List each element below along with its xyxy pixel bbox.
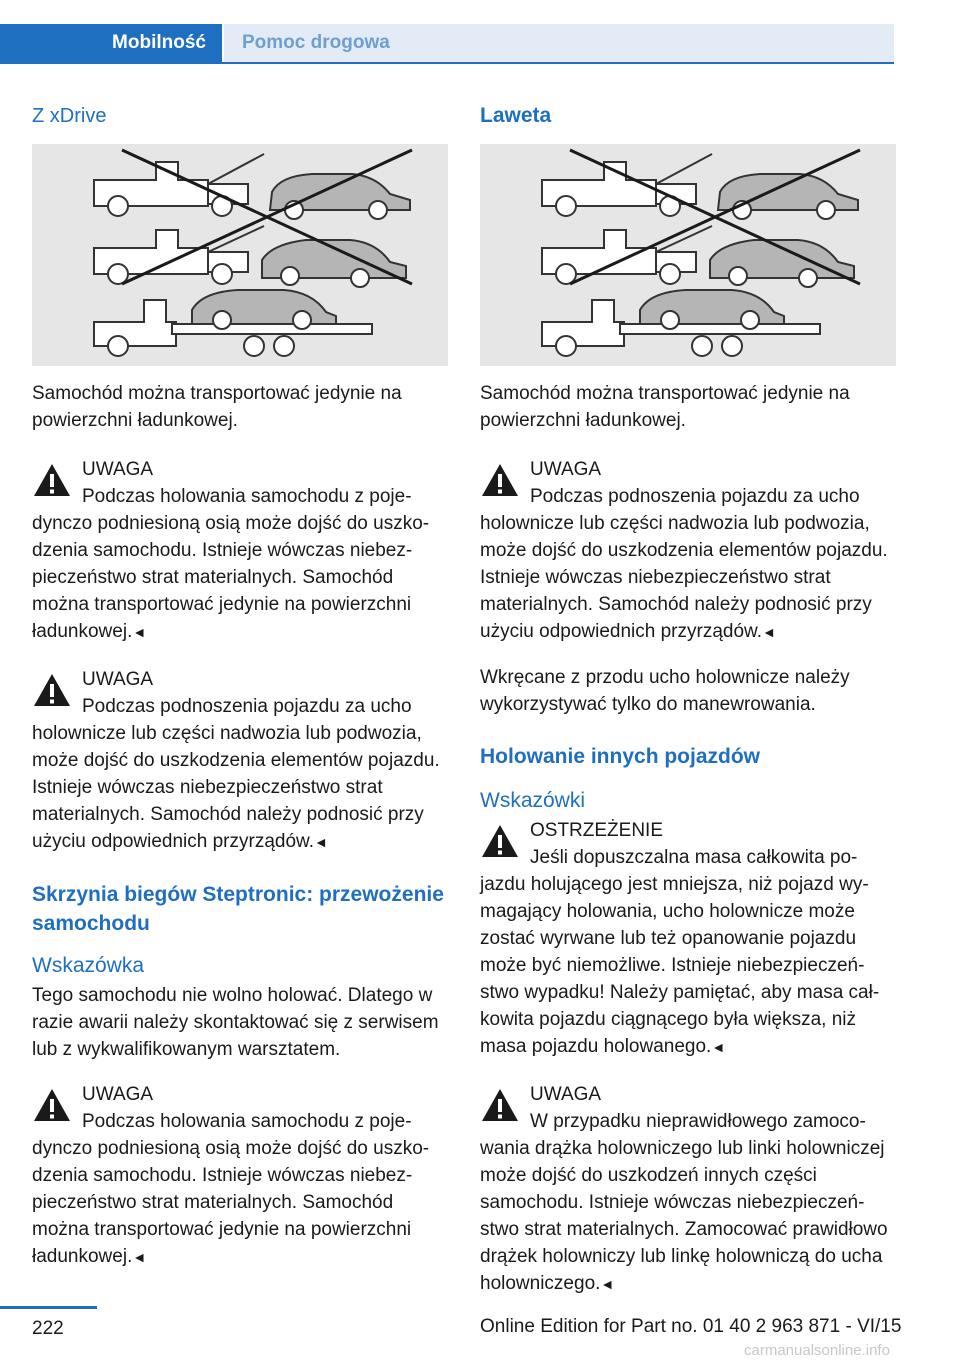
warning-block bbox=[480, 456, 896, 646]
warning-block bbox=[32, 1081, 448, 1271]
warning-text-first: Podczas holowania samochodu z poje- bbox=[82, 1111, 412, 1132]
heading-xdrive: Z xDrive bbox=[32, 105, 107, 127]
heading-steptronic: Skrzynia biegów Steptronic: przewożenie samochodu bbox=[32, 883, 444, 935]
warning-text-first: Podczas holowania samochodu z poje- bbox=[82, 486, 412, 507]
warning-text-first: Podczas podnoszenia pojazdu za ucho bbox=[530, 486, 860, 507]
warning-block bbox=[480, 1081, 896, 1298]
warning-triangle-icon bbox=[480, 462, 520, 498]
warning-text: jazdu holującego jest mniejsza, niż pojazd wymagający holowania, ucho holownicze może zostać wyrwane lub też opanowanie pojazdu może być niemożliwe. Istnieje niebezpieczeństwo wypadku! Należy pamiętać, aby masa całkowita pojazdu ciągnącego była większa, niż masa pojazdu holowanego. bbox=[480, 874, 880, 1057]
warning-text-first: W przypadku nieprawidłowego zamoco- bbox=[530, 1111, 866, 1132]
end-mark: ◄ bbox=[600, 1276, 615, 1292]
end-mark: ◄ bbox=[711, 1039, 726, 1055]
warning-text: holownicze lub części nadwozia lub podwozia, może dojść do uszkodzenia elementów pojazdu. Istnieje wówczas niebezpieczeństwo strat materialnych. Samochód należy podnosić przy użyciu odpowiednich przyrządów. bbox=[32, 723, 440, 852]
end-mark: ◄ bbox=[762, 624, 776, 640]
footer-divider bbox=[0, 1306, 97, 1309]
heading-laweta: Laweta bbox=[480, 104, 552, 127]
warning-text: holownicze lub części nadwozia lub podwozia, może dojść do uszkodzenia elementów pojazdu. Istnieje wówczas niebezpieczeństwo strat materialnych. Samochód należy podnosić przy użyciu odpowiednich przyrządów. bbox=[480, 513, 888, 642]
page-number: 222 bbox=[32, 1318, 64, 1339]
warning-title: UWAGA bbox=[530, 1084, 602, 1105]
warning-triangle-icon bbox=[32, 462, 72, 498]
tow-eye-note: Wkręcane z przodu ucho holownicze należy wykorzystywać tylko do manewrowania. bbox=[480, 667, 850, 715]
warning-block bbox=[32, 456, 448, 646]
caption-xdrive: Samochód można transportować jedynie na powierzchni ładunkowej. bbox=[32, 383, 402, 431]
end-mark: ◄ bbox=[132, 624, 147, 640]
header-divider bbox=[0, 62, 894, 64]
warning-title: UWAGA bbox=[82, 669, 154, 690]
page-header bbox=[0, 0, 960, 64]
left-column bbox=[32, 100, 448, 1271]
warning-block bbox=[480, 817, 896, 1061]
warning-text-first: Podczas podnoszenia pojazdu za ucho bbox=[82, 696, 412, 717]
warning-block bbox=[32, 666, 448, 856]
towing-illustration-xdrive bbox=[32, 144, 448, 366]
warning-title: UWAGA bbox=[82, 459, 154, 480]
warning-title: UWAGA bbox=[530, 459, 602, 480]
tab-pomoc-drogowa[interactable]: Pomoc drogowa bbox=[224, 24, 894, 62]
warning-triangle-icon bbox=[480, 823, 520, 859]
end-mark: ◄ bbox=[314, 834, 328, 850]
caption-laweta: Samochód można transportować jedynie na powierzchni ładunkowej. bbox=[480, 383, 850, 431]
right-column bbox=[480, 100, 896, 1298]
warning-title: OSTRZEŻENIE bbox=[530, 820, 664, 841]
note-text: Tego samochodu nie wolno holować. Dlatego w razie awarii należy skontaktować się z serwisem lub z wykwalifikowanym warsztatem. bbox=[32, 985, 439, 1060]
heading-towing-other: Holowanie innych pojazdów bbox=[480, 745, 761, 768]
warning-text: dynczo podniesioną osią może dojść do uszkodzenia samochodu. Istnieje wówczas niebezpieczeństwo strat materialnych. Samochód można transportować jedynie na powierzchni ładunkowej. bbox=[32, 513, 430, 642]
warning-text-first: Jeśli dopuszczalna masa całkowita po- bbox=[530, 847, 858, 868]
warning-text: dynczo podniesioną osią może dojść do uszkodzenia samochodu. Istnieje wówczas niebezpieczeństwo strat materialnych. Samochód można transportować jedynie na powierzchni ładunkowej. bbox=[32, 1138, 430, 1267]
warning-triangle-icon bbox=[32, 672, 72, 708]
warning-triangle-icon bbox=[32, 1087, 72, 1123]
end-mark: ◄ bbox=[132, 1249, 147, 1265]
heading-wskazowka: Wskazówka bbox=[32, 954, 145, 977]
tab-mobilnosc[interactable]: Mobilność bbox=[0, 24, 222, 62]
towing-illustration-laweta bbox=[480, 144, 896, 366]
warning-triangle-icon bbox=[480, 1087, 520, 1123]
edition-line: Online Edition for Part no. 01 40 2 963 871 - VI/15 bbox=[480, 1316, 902, 1337]
warning-title: UWAGA bbox=[82, 1084, 154, 1105]
heading-wskazowki: Wskazówki bbox=[480, 789, 586, 812]
warning-text: wania drążka holowniczego lub linki holowniczej może dojść do uszkodzeń innych części samochodu. Istnieje wówczas niebezpieczeństwo strat materialnych. Zamocować prawidłowo drążek holowniczy lub linkę holowniczą do ucha holowniczego. bbox=[480, 1138, 888, 1294]
watermark: carmanualsonline.info bbox=[744, 1342, 890, 1359]
